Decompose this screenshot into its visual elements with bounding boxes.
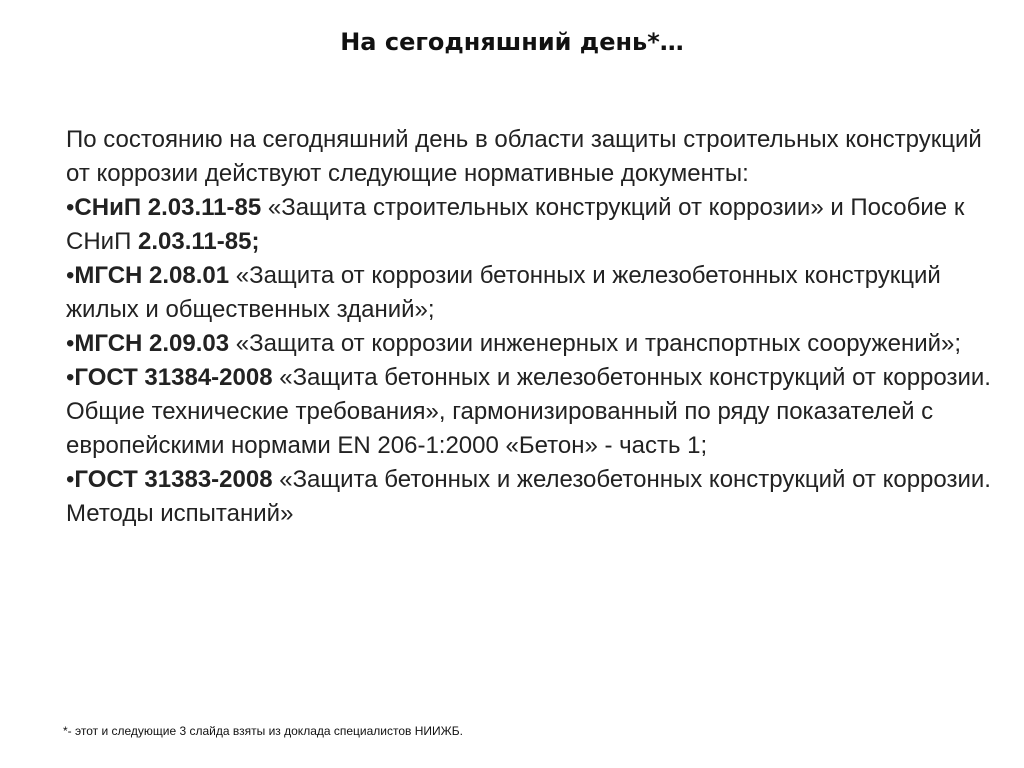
slide-body — [66, 123, 996, 531]
document-item-gost-31383 — [66, 463, 996, 531]
document-item-mgsn-20903 — [66, 327, 996, 361]
document-item-gost-31384 — [66, 361, 996, 463]
bullet-marker: • — [66, 466, 75, 493]
document-description: «Защита бетонных и железобетонных конструкций от коррозии. Методы испытаний» — [66, 466, 991, 527]
document-description: «Защита от коррозии бетонных и железобетонных конструкций жилых и общественных зданий»; — [66, 262, 941, 323]
document-description: «Защита бетонных и железобетонных конструкций от коррозии. Общие технические требования», гармонизированный по ряду показателей с европейскими нормами EN 206-1:2000 «Бетон» - часть 1; — [66, 364, 991, 459]
document-code: МГСН 2.09.03 — [74, 330, 230, 357]
document-item-snip — [66, 191, 996, 259]
bullet-marker: • — [66, 330, 75, 357]
document-code: ГОСТ 31384-2008 — [74, 364, 273, 391]
bullet-marker: • — [66, 194, 75, 221]
footnote: *- этот и следующие 3 слайда взяты из доклада специалистов НИИЖБ. — [63, 724, 463, 738]
document-description: «Защита строительных конструкций от коррозии» и Пособие к СНиП — [66, 194, 965, 255]
document-code: МГСН 2.08.01 — [74, 262, 230, 289]
document-description: «Защита от коррозии инженерных и транспортных сооружений»; — [229, 330, 962, 357]
document-item-mgsn-20801 — [66, 259, 996, 327]
document-code: ГОСТ 31383-2008 — [74, 466, 273, 493]
intro-paragraph: По состоянию на сегодняшний день в области защиты строительных конструкций от коррозии действуют следующие нормативные документы: — [66, 126, 982, 187]
document-code: СНиП 2.03.11-85 — [74, 194, 262, 221]
slide-title: На сегодняшний день*… — [340, 28, 684, 56]
bullet-marker: • — [66, 364, 75, 391]
document-code-secondary: 2.03.11-85; — [138, 228, 260, 255]
bullet-marker: • — [66, 262, 75, 289]
